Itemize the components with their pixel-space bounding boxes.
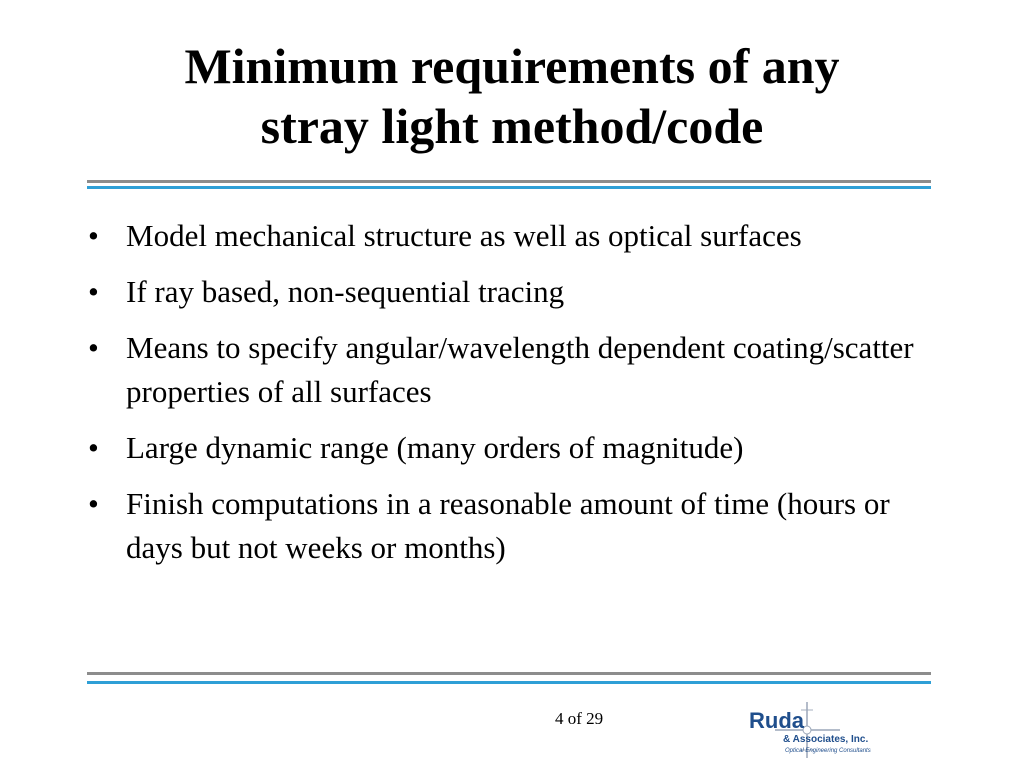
bottom-divider-grey: [87, 672, 931, 675]
slide-title-line-2: stray light method/code: [260, 98, 764, 154]
bottom-divider-blue: [87, 681, 931, 684]
ruda-associates-logo: [745, 700, 890, 760]
logo-line-2: & Associates, Inc.: [783, 734, 869, 745]
top-divider-blue: [87, 186, 931, 189]
bullet-item: [88, 270, 948, 314]
bullet-text: Model mechanical structure as well as optical surfaces: [126, 218, 802, 253]
top-divider-grey: [87, 180, 931, 183]
bullet-text: Large dynamic range (many orders of magnitude): [126, 430, 744, 465]
bullet-glyph: •: [88, 430, 99, 465]
bullet-text: Means to specify angular/wavelength dependent coating/scatter properties of all surfaces: [126, 330, 914, 409]
bullet-item: [88, 214, 948, 258]
logo-name: Ruda: [749, 708, 804, 733]
bullet-list: [88, 214, 948, 582]
bullet-glyph: •: [88, 274, 99, 309]
slide-title: [0, 36, 1024, 156]
bullet-glyph: •: [88, 218, 99, 253]
bullet-item: [88, 482, 948, 570]
bullet-text: If ray based, non-sequential tracing: [126, 274, 565, 309]
logo-line-3: Optical Engineering Consultants: [785, 748, 871, 754]
slide-title-line-1: Minimum requirements of any: [184, 38, 840, 94]
bullet-item: [88, 326, 948, 414]
bullet-text: Finish computations in a reasonable amount of time (hours or days but not weeks or months): [126, 486, 890, 565]
bullet-glyph: •: [88, 486, 99, 521]
bullet-item: [88, 426, 948, 470]
bullet-glyph: •: [88, 330, 99, 365]
page-number: 4 of 29: [555, 709, 604, 728]
